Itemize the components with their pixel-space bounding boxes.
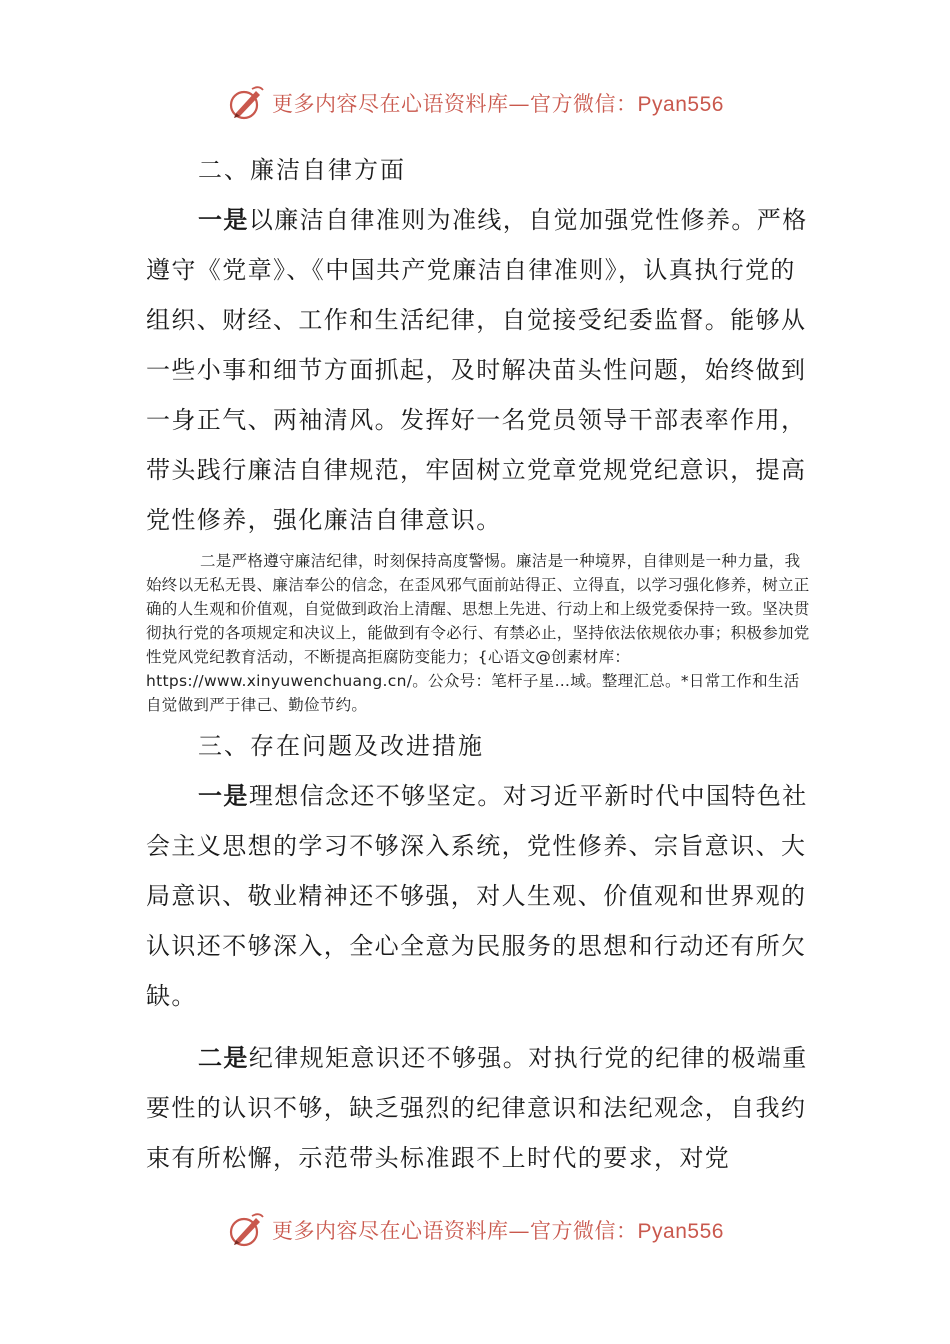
paragraph-2-1: 一是以廉洁自律准则为准线，自觉加强党性修养。严格遵守《党章》、《中国共产党廉洁自律准则》，认真执行党的组织、财经、工作和生活纪律，自觉接受纪委监督。能够从一些小事和细节方面抓起，及时解决苗头性问题，始终做到一身正气、两袖清风。发挥好一名党员领导干部表率作用，带头践行廉洁自律规范，牢固树立党章党规党纪意识，提高党性修养，强化廉洁自律意识。	[146, 205, 808, 534]
document-body	[146, 145, 811, 1183]
footer-banner-text: 更多内容尽在心语资料库—官方微信：Pyan556	[272, 1219, 724, 1243]
paragraph-3-1: 一是理想信念还不够坚定。对习近平新时代中国特色社会主义思想的学习不够深入系统，党性修养、宗旨意识、大局意识、敬业精神还不够强，对人生观、价值观和世界观的认识还不够深入，全心全意为民服务的思想和行动还有所欠缺。	[146, 781, 808, 1010]
paragraph-2-2: 二是严格遵守廉洁纪律，时刻保持高度警惕。廉洁是一种境界，自律则是一种力量，我始终以无私无畏、廉洁奉公的信念，在歪风邪气面前站得正、立得直，以学习强化修养，树立正确的人生观和价值观，自觉做到政治上清醒、思想上先进、行动上和上级党委保持一致。坚决贯彻执行党的各项规定和决议上，能做到有令必行、有禁必止，坚持依法依规依办事；积极参加党性党风党纪教育活动，不断提高拒腐防变能力；{心语文@创素材库：https://www.xinyuwenchuang.cn/。公众号：笔杆子星…域。整理汇总。*日常工作和生活自觉做到严于律己、勤俭节约。	[146, 552, 810, 714]
footer-banner	[0, 1205, 950, 1255]
section-heading-3: 三、存在问题及改进措施	[198, 732, 484, 760]
pen-nib-logo-icon	[226, 83, 266, 123]
header-banner	[0, 78, 950, 128]
section-heading-2: 二、廉洁自律方面	[198, 156, 406, 184]
pen-nib-logo-icon	[226, 1210, 266, 1250]
paragraph-3-2: 二是纪律规矩意识还不够强。对执行党的纪律的极端重要性的认识不够，缺乏强烈的纪律意识和法纪观念，自我约束有所松懈，示范带头标准跟不上时代的要求，对党	[146, 1043, 808, 1172]
header-banner-text: 更多内容尽在心语资料库—官方微信：Pyan556	[272, 92, 724, 116]
